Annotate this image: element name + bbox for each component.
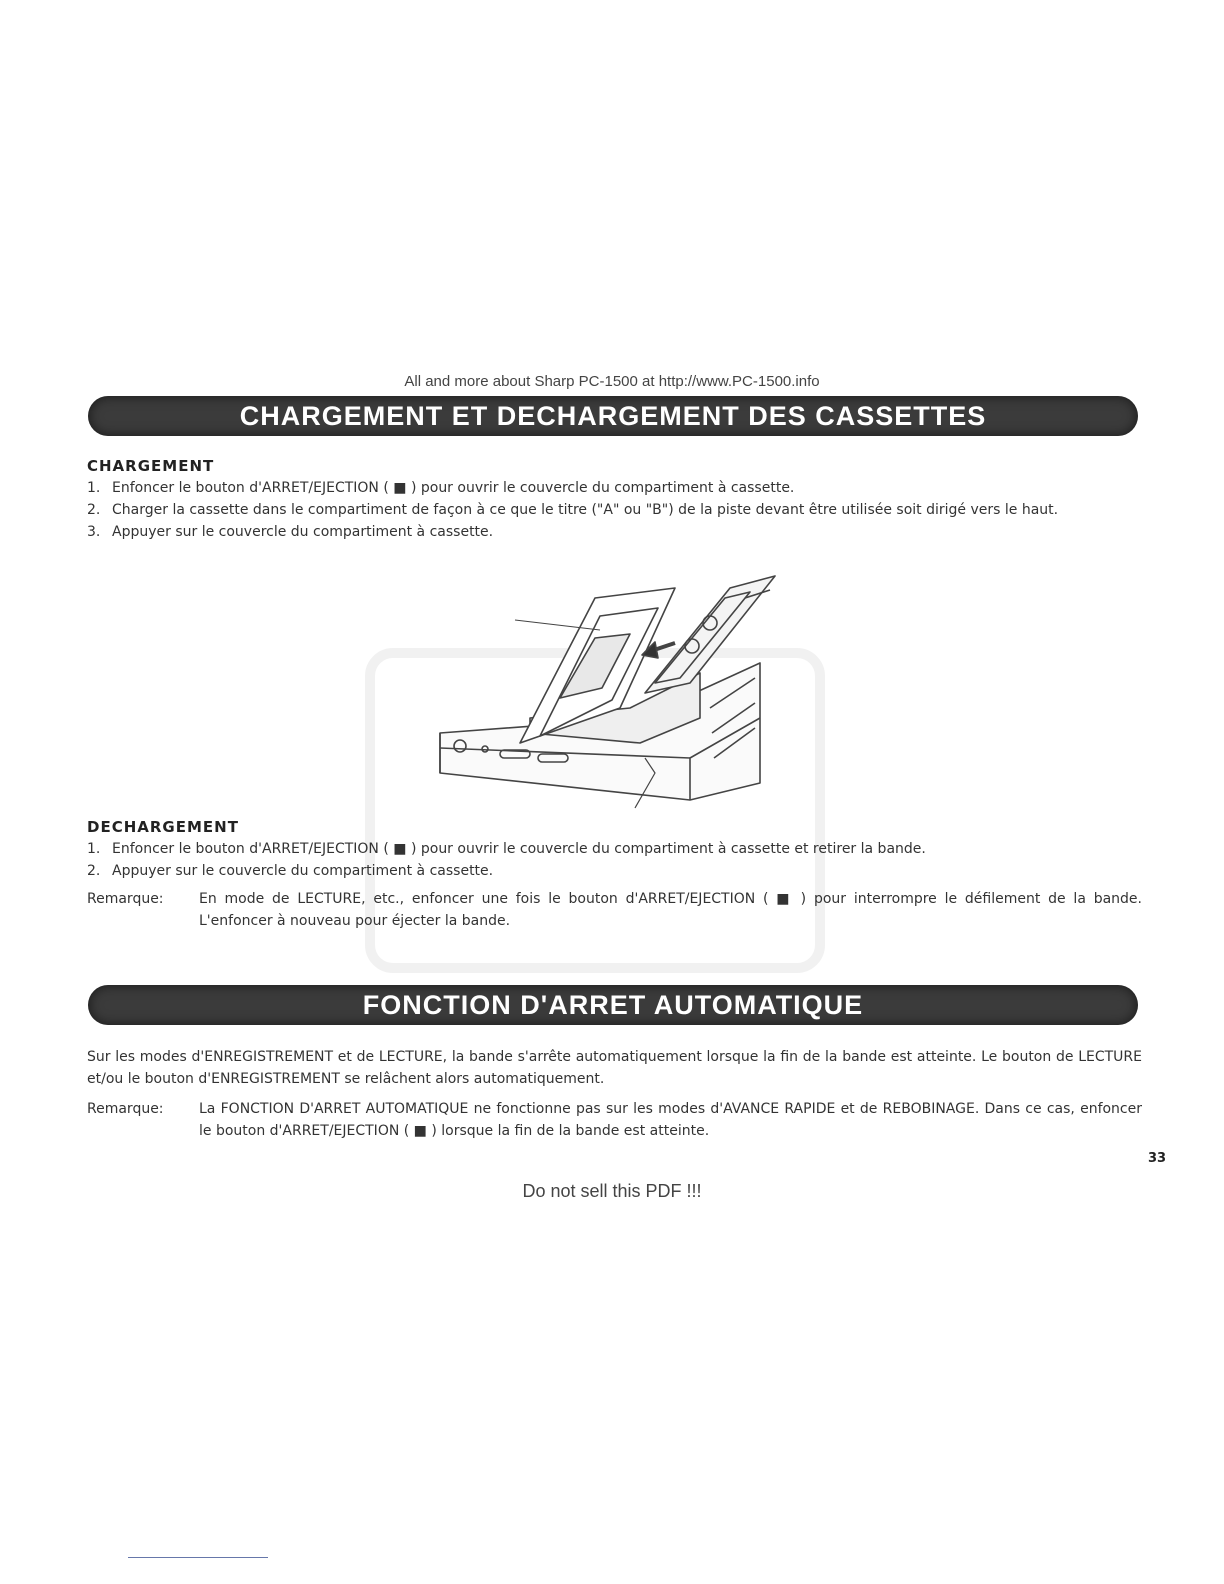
cassette-loading-illustration-icon <box>430 568 800 818</box>
item-number: 1. <box>87 841 101 857</box>
dechargement-section <box>87 816 1142 932</box>
item-text: Enfoncer le bouton d'ARRET/EJECTION ( ■ ) pour ouvrir le couvercle du compartiment à cassette. <box>112 480 795 496</box>
item-number: 2. <box>87 502 101 518</box>
chargement-heading: CHARGEMENT <box>87 457 215 475</box>
section-banner-cassettes <box>88 396 1138 436</box>
item-number: 1. <box>87 480 101 496</box>
item-text: Charger la cassette dans le compartiment de façon à ce que le titre ("A" ou "B") de la piste devant être utilisée soit dirigé vers le haut. <box>112 502 1059 518</box>
item-text: Enfoncer le bouton d'ARRET/EJECTION ( ■ ) pour ouvrir le couvercle du compartiment à cassette et retirer la bande. <box>112 841 926 857</box>
item-number: 2. <box>87 863 101 879</box>
section-banner-auto-stop <box>88 985 1138 1025</box>
list-item <box>87 499 1142 521</box>
list-item <box>87 521 1142 543</box>
remark <box>87 888 1142 932</box>
list-item <box>87 477 1142 499</box>
list-item <box>87 860 1142 882</box>
section-title: FONCTION D'ARRET AUTOMATIQUE <box>362 989 864 1020</box>
footer-note: Do not sell this PDF !!! <box>522 1181 702 1201</box>
auto-stop-paragraph: Sur les modes d'ENREGISTREMENT et de LECTURE, la bande s'arrête automatiquement lorsque la fin de la bande est atteinte. Le bouton de LECTURE et/ou le bouton d'ENREGISTREMENT se relâchent alors automatiquement. <box>87 1049 1142 1087</box>
remark-label: Remarque: <box>87 1101 164 1117</box>
list-item <box>87 838 1142 860</box>
item-text: Appuyer sur le couvercle du compartiment à cassette. <box>112 863 494 879</box>
remark-text: La FONCTION D'ARRET AUTOMATIQUE ne fonctionne pas sur les modes d'AVANCE RAPIDE et de REBOBINAGE. Dans ce cas, enfoncer le bouton d'ARRET/EJECTION ( ■ ) lorsque la fin de la bande est atteinte. <box>199 1101 1142 1139</box>
item-number: 3. <box>87 524 101 540</box>
remark-text: En mode de LECTURE, etc., enfoncer une fois le bouton d'ARRET/EJECTION ( ■ ) pour interrompre le défilement de la bande. L'enfoncer à nouveau pour éjecter la bande. <box>199 891 1142 929</box>
section-title: CHARGEMENT ET DECHARGEMENT DES CASSETTES <box>239 400 987 431</box>
page-number: 33 <box>1148 1151 1167 1166</box>
divider <box>128 1557 268 1558</box>
item-text: Appuyer sur le couvercle du compartiment à cassette. <box>112 524 494 540</box>
chargement-section <box>87 455 1142 543</box>
remark <box>87 1098 1142 1142</box>
header-note: All and more about Sharp PC-1500 at http://www.PC-1500.info <box>404 373 820 390</box>
auto-stop-section <box>87 1046 1142 1142</box>
dechargement-heading: DECHARGEMENT <box>87 818 239 836</box>
remark-label: Remarque: <box>87 891 164 907</box>
